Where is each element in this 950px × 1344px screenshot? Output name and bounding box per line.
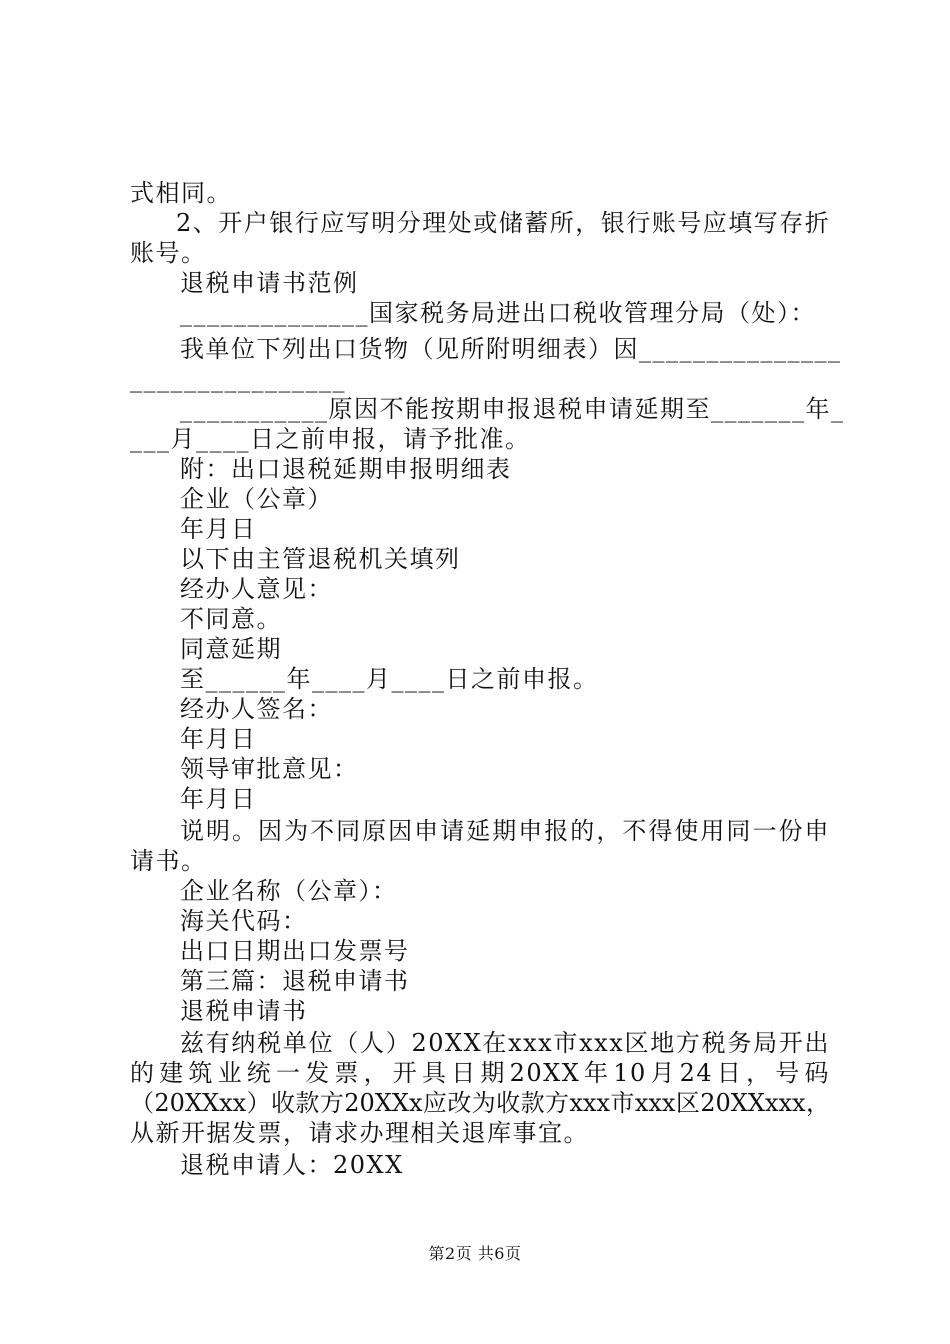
text-line: 经办人意见： (180, 575, 333, 603)
text-line: 年月日 (180, 725, 257, 753)
text-line: 至______年____月____日之前申报。 (180, 665, 599, 693)
text-line: 同意延期 (180, 635, 282, 663)
text-line: 经办人签名： (180, 695, 333, 723)
text-line: 年月日 (180, 785, 257, 813)
text-line: 的建筑业统一发票，开具日期20XX年10月24日，号码 (130, 1059, 830, 1087)
text-line: 海关代码： (180, 907, 308, 935)
subheading: 退税申请书 (180, 997, 308, 1025)
subheading: 退税申请书范例 (180, 269, 359, 297)
text-line: 2、开户银行应写明分理处或储蓄所，银行账号应填写存折 (176, 209, 831, 237)
text-line: 企业名称（公章）： (180, 877, 398, 905)
text-line: ___月____日之前申报，请予批准。 (130, 425, 531, 453)
text-line: 企业（公章） (180, 485, 333, 513)
text-line: ______________国家税务局进出口税收管理分局（处）： (180, 299, 816, 327)
text-line: （20XXxx）收款方20XXx应改为收款方xxx市xxx区20XXxxx， (130, 1089, 830, 1117)
text-line: 以下由主管退税机关填列 (180, 545, 461, 573)
section-heading: 第三篇：退税申请书 (180, 967, 410, 995)
text-line: 式相同。 (130, 179, 232, 207)
text-line: 年月日 (180, 515, 257, 543)
text-line: 说明。因为不同原因申请延期申报的，不得使用同一份申 (180, 817, 830, 845)
text-line: ___________原因不能按期申报退税申请延期至_______年_ (180, 395, 845, 423)
text-line: 账号。 (130, 239, 207, 267)
text-line: 从新开据发票，请求办理相关退库事宜。 (130, 1119, 589, 1147)
text-line: ________________ (130, 365, 346, 393)
page-footer: 第2页 共6页 (428, 1244, 522, 1263)
text-line: 出口日期出口发票号 (180, 937, 410, 965)
text-line: 请书。 (130, 847, 207, 875)
text-line: 不同意。 (180, 605, 282, 633)
text-line: 我单位下列出口货物（见所附明细表）因_______________ (180, 335, 842, 363)
text-line: 兹有纳税单位（人）20XX在xxx市xxx区地方税务局开出 (180, 1029, 830, 1057)
text-line: 退税申请人：20XX (180, 1151, 404, 1179)
text-line: 附：出口退税延期申报明细表 (180, 455, 512, 483)
text-line: 领导审批意见： (180, 755, 359, 783)
